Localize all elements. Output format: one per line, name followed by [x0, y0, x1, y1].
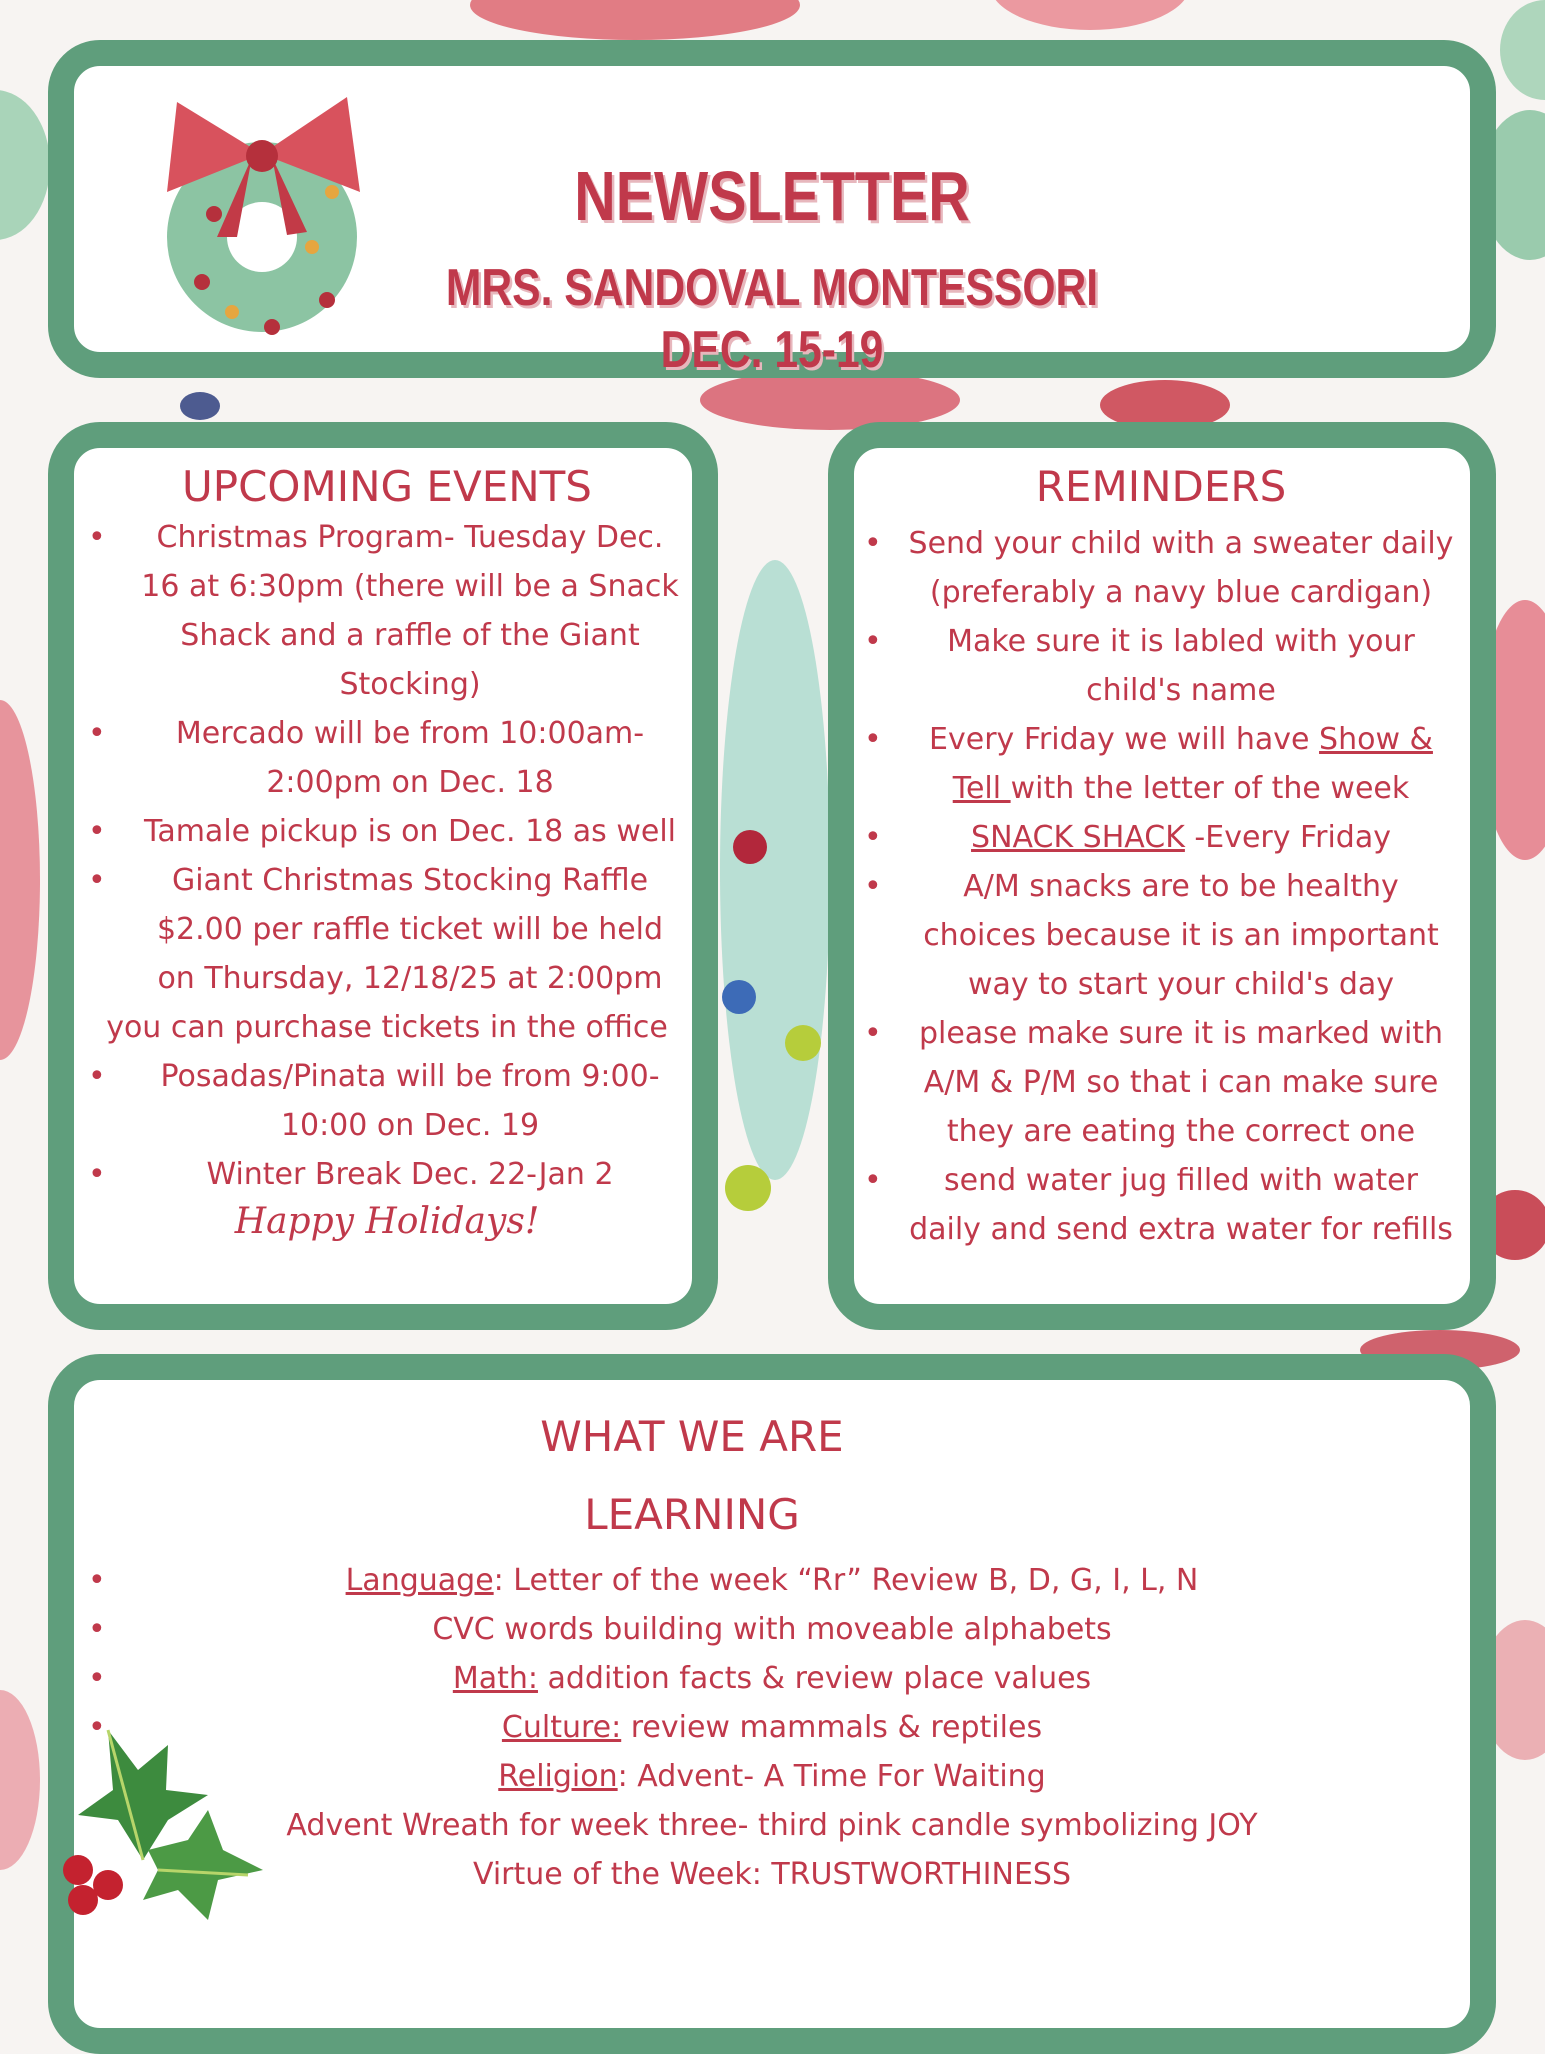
learning-title-line2: LEARNING [584, 1490, 800, 1539]
bg-ornament [722, 980, 756, 1014]
learning-item [88, 1605, 1456, 1654]
learning-list [88, 1556, 1456, 1899]
bg-ornament [990, 0, 1190, 30]
bg-ornament [785, 1025, 821, 1061]
reminder-text: send water jug filled with water daily and send extra water for refills [909, 1163, 1453, 1247]
learning-item [88, 1654, 1456, 1703]
reminder-text: please make sure it is marked with A/M & P/M so that i can make sure they are eating the correct one [918, 1016, 1444, 1149]
bg-ornament [470, 0, 800, 40]
newsletter-dates: DEC. 15-19 [660, 321, 884, 379]
bg-ornament [733, 830, 767, 864]
teacher-name: MRS. SANDOVAL MONTESSORI [445, 259, 1099, 317]
bg-ornament [0, 90, 50, 240]
holly-icon [48, 1710, 278, 1950]
snack-shack-link: SNACK SHACK [971, 820, 1185, 855]
reminder-text: Send your child with a sweater daily (preferably a navy blue cardigan) [908, 526, 1454, 610]
event-item: • Winter Break Dec. 22-Jan 2 [88, 1150, 686, 1199]
learning-item [88, 1556, 1456, 1605]
reminders-list [864, 519, 1458, 1254]
newsletter-title: NEWSLETTER [574, 157, 970, 235]
event-item: • Giant Christmas Stocking Raffle $2.00 per raffle ticket will be held on Thursday, 12/18/25 at 2:00pm [88, 856, 686, 1003]
reminder-item [864, 617, 1458, 715]
learning-text: : Letter of the week “Rr” Review B, D, G, I, L, N [493, 1563, 1199, 1598]
reminder-item [864, 813, 1458, 862]
upcoming-events-panel [48, 422, 718, 1330]
events-list [88, 513, 686, 1199]
bg-ornament [0, 700, 40, 1060]
event-item: • Mercado will be from 10:00am-2:00pm on Dec. 18 [88, 709, 686, 807]
reminder-text: -Every Friday [1184, 820, 1391, 855]
reminder-item [864, 1156, 1458, 1254]
reminder-item [864, 862, 1458, 1009]
subject-label: Culture: [501, 1710, 622, 1745]
learning-item [88, 1752, 1456, 1801]
subject-label: Religion [498, 1759, 618, 1794]
reminder-text: Make sure it is labled with your child's name [947, 624, 1415, 708]
show-and-tell-link: Show & Tell [952, 722, 1433, 806]
bg-ornament [180, 392, 220, 420]
reminders-title: REMINDERS [1035, 462, 1287, 511]
event-item: • Tamale pickup is on Dec. 18 as well [88, 807, 686, 856]
bg-ornament [720, 560, 830, 1180]
reminder-item [864, 715, 1458, 813]
event-item: you can purchase tickets in the office [106, 1010, 668, 1045]
learning-item [88, 1703, 1456, 1752]
learning-text: Virtue of the Week: TRUSTWORTHINESS [472, 1857, 1071, 1892]
subject-label: Language [345, 1563, 494, 1598]
learning-text: Advent Wreath for week three- third pink candle symbolizing JOY [286, 1808, 1258, 1843]
learning-item [88, 1850, 1456, 1899]
reminder-item [864, 519, 1458, 617]
event-item: • Posadas/Pinata will be from 9:00-10:00 on Dec. 19 [88, 1052, 686, 1150]
reminders-panel [828, 422, 1496, 1330]
learning-text: CVC words building with moveable alphabets [432, 1612, 1112, 1647]
subject-label: Math: [452, 1661, 538, 1696]
bg-ornament [0, 1690, 40, 1870]
learning-text: review mammals & reptiles [621, 1710, 1043, 1745]
reminder-text: Every Friday we will have [929, 722, 1320, 757]
reminder-text: A/M snacks are to be healthy choices because it is an important way to start your child's day [923, 869, 1439, 1002]
header-panel [48, 40, 1496, 378]
upcoming-events-title: UPCOMING EVENTS [182, 462, 592, 511]
event-item: • Christmas Program- Tuesday Dec. 16 at 6:30pm (there will be a Snack Shack and a raffle of the Giant Stocking) [88, 513, 686, 709]
learning-text: : Advent- A Time For Waiting [617, 1759, 1046, 1794]
learning-title-line1: WHAT WE ARE [540, 1412, 844, 1461]
reminder-text: with the letter of the week [1010, 771, 1410, 806]
learning-text: addition facts & review place values [537, 1661, 1092, 1696]
bg-ornament [1500, 0, 1545, 100]
learning-item [88, 1801, 1456, 1850]
happy-holidays-text: Happy Holidays! [234, 1201, 540, 1242]
bg-ornament [725, 1165, 771, 1211]
reminder-item [864, 1009, 1458, 1156]
